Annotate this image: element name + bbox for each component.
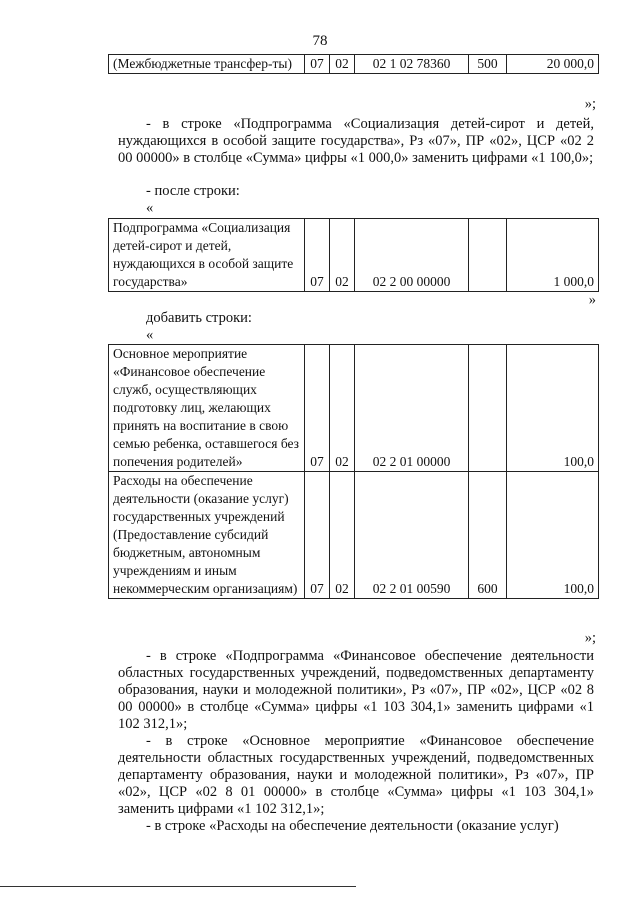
csr-cell: 02 2 01 00000 — [355, 345, 469, 472]
table-row — [109, 55, 599, 74]
closing-quote: » — [588, 292, 596, 308]
table-row — [109, 345, 599, 472]
sum-cell: 100,0 — [507, 472, 599, 599]
rz-cell: 07 — [305, 345, 330, 472]
sum-cell: 100,0 — [507, 345, 599, 472]
opening-quote: « — [146, 200, 154, 216]
rz-cell: 07 — [305, 55, 330, 74]
opening-quote: « — [146, 327, 154, 343]
vr-cell — [469, 345, 507, 472]
table-row — [109, 219, 599, 292]
page-number: 78 — [312, 33, 328, 49]
row-name: (Межбюджетные трансфер-ты) — [109, 55, 305, 74]
rz-cell: 07 — [305, 472, 330, 599]
budget-table-1 — [108, 54, 599, 74]
pr-cell: 02 — [330, 345, 355, 472]
pr-cell: 02 — [330, 219, 355, 292]
closing-quote: »; — [584, 96, 596, 112]
vr-cell — [469, 219, 507, 292]
vr-cell: 600 — [469, 472, 507, 599]
csr-cell: 02 2 00 00000 — [355, 219, 469, 292]
budget-table-2 — [108, 218, 599, 292]
pr-cell: 02 — [330, 55, 355, 74]
rz-cell: 07 — [305, 219, 330, 292]
closing-quote: »; — [584, 630, 596, 646]
budget-table-3 — [108, 344, 599, 599]
sum-cell: 20 000,0 — [507, 55, 599, 74]
pr-cell: 02 — [330, 472, 355, 599]
table-row — [109, 472, 599, 599]
row-name: Подпрограмма «Социализация детей-сирот и детей, нуждающихся в особой защите государства» — [109, 219, 305, 292]
sum-cell: 1 000,0 — [507, 219, 599, 292]
paragraph: - в строке «Расходы на обеспечение деятельности (оказание услуг) — [146, 818, 559, 834]
csr-cell: 02 1 02 78360 — [355, 55, 469, 74]
vr-cell: 500 — [469, 55, 507, 74]
paragraph: - в строке «Основное мероприятие «Финансовое обеспечение деятельности областных государственных учреждений, подведомственных департаменту образования, науки и молодежной политики», Рз «07», ПР «02», ЦСР «02 8 01 00000» в столбце «Сумма» цифры «1 103 304,1» заменить цифрами «1 102 312,1»; — [118, 733, 594, 817]
footer-rule — [0, 886, 356, 887]
paragraph: - после строки: — [146, 183, 240, 199]
paragraph: - в строке «Подпрограмма «Социализация детей-сирот и детей, нуждающихся в особой защите государства», Рз «07», ПР «02», ЦСР «02 2 00 00000» в столбце «Сумма» цифры «1 000,0» заменить цифрами «1 100,0»; — [118, 116, 594, 166]
row-name: Основное мероприятие «Финансовое обеспечение служб, осуществляющих подготовку лиц, желающих принять на воспитание в свою семью ребенка, оставшегося без попечения родителей» — [109, 345, 305, 472]
row-name: Расходы на обеспечение деятельности (оказание услуг) государственных учреждений (Предоставление субсидий бюджетным, автономным учреждениям и иным некоммерческим организациям) — [109, 472, 305, 599]
paragraph: - в строке «Подпрограмма «Финансовое обеспечение деятельности областных государственных учреждений, подведомственных департаменту образования, науки и молодежной политики», Рз «07», ПР «02», ЦСР «02 8 00 00000» в столбце «Сумма» цифры «1 103 304,1» заменить цифрами «1 102 312,1»; — [118, 648, 594, 732]
paragraph: добавить строки: — [146, 310, 252, 326]
csr-cell: 02 2 01 00590 — [355, 472, 469, 599]
